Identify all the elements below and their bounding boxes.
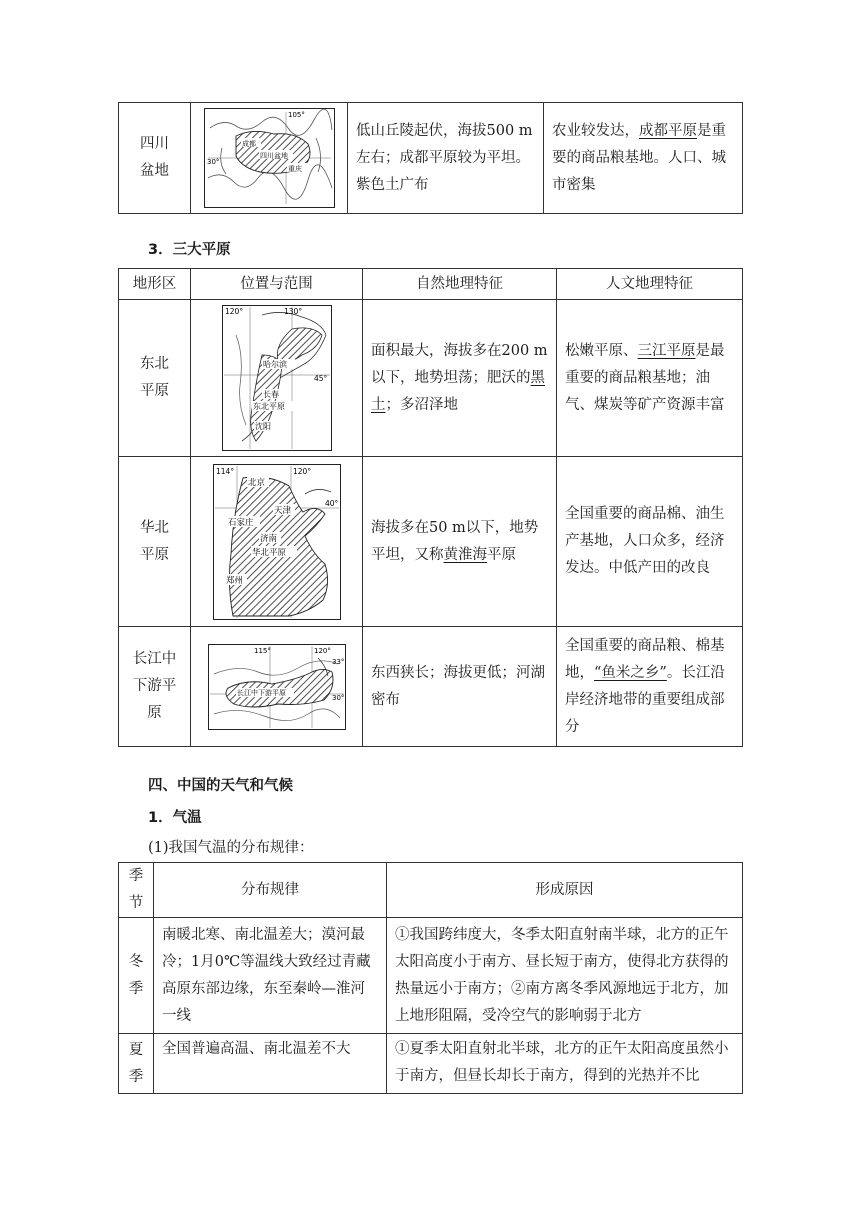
svg-text:30°: 30° — [331, 693, 344, 702]
northeast-human: 松嫩平原、三江平原是最重要的商品粮基地；油气、煤炭等矿产资源丰富 — [557, 300, 743, 457]
winter-law: 南暖北寒、南北温差大；漠河最冷；1月0℃等温线大致经过青藏高原东部边缘，东至秦岭—淮河一线 — [154, 918, 387, 1034]
svg-text:45°: 45° — [313, 374, 327, 383]
northeast-natural: 面积最大，海拔多在200 m以下，地势坦荡；肥沃的黑土；多沼泽地 — [363, 300, 557, 457]
svg-text:东北平原: 东北平原 — [252, 402, 285, 411]
north-china-plain-map — [191, 457, 363, 627]
svg-text:120°: 120° — [292, 466, 311, 476]
subsection-temperature: 1．气温 — [148, 810, 202, 826]
yangtze-human: 全国重要的商品粮、棉基地，“鱼米之乡”。长江沿岸经济地带的重要组成部分 — [557, 627, 743, 747]
header-location: 位置与范围 — [191, 269, 363, 300]
section-3-title: 3．三大平原 — [148, 242, 231, 258]
svg-text:120°: 120° — [313, 646, 331, 655]
region-name-yangtze: 长江中 下游平 原 — [119, 627, 191, 747]
svg-text:郑州: 郑州 — [225, 575, 243, 586]
region-name-north-china: 华北 平原 — [119, 457, 191, 627]
northeast-plain-map — [191, 300, 363, 457]
plains-table — [118, 268, 743, 747]
winter-reason: ①我国跨纬度大，冬季太阳直射南半球，北方的正午太阳高度小于南方、昼长短于南方，使得北方获得的热量远小于南方；②南方离冬季风源地远于北方，加上地形阻隔，受冷空气的影响弱于北方 — [387, 918, 743, 1034]
summer-law: 全国普遍高温、南北温差不大 — [154, 1034, 387, 1094]
north-china-natural: 海拔多在50 m以下，地势平坦，又称黄淮海平原 — [363, 457, 557, 627]
sichuan-natural: 低山丘陵起伏，海拔500 m左右；成都平原较为平坦。紫色土广布 — [348, 103, 544, 214]
summer-reason: ①夏季太阳直射北半球，北方的正午太阳高度虽然小于南方，但昼长却长于南方，得到的光热并不比 — [387, 1034, 743, 1094]
header-region: 地形区 — [119, 269, 191, 300]
header-reason: 形成原因 — [387, 863, 743, 918]
svg-text:114°: 114° — [215, 466, 234, 476]
svg-text:120°: 120° — [224, 307, 243, 316]
header-season: 季节 — [119, 863, 154, 918]
svg-text:40°: 40° — [324, 498, 338, 508]
svg-text:济南: 济南 — [259, 533, 277, 544]
svg-text:130°: 130° — [283, 307, 302, 316]
svg-text:33°: 33° — [331, 657, 344, 666]
svg-text:哈尔滨: 哈尔滨 — [262, 360, 287, 369]
north-china-human: 全国重要的商品棉、油生产基地，人口众多，经济发达。中低产田的改良 — [557, 457, 743, 627]
section-4-title: 四、中国的天气和气候 — [148, 778, 293, 794]
svg-text:华北平原: 华北平原 — [251, 547, 286, 558]
svg-text:115°: 115° — [253, 646, 271, 655]
header-human: 人文地理特征 — [557, 269, 743, 300]
header-natural: 自然地理特征 — [363, 269, 557, 300]
region-name-sichuan: 四川 盆地 — [119, 103, 191, 214]
basin-table — [118, 102, 743, 214]
subsection-distribution: (1)我国气温的分布规律： — [148, 840, 314, 856]
svg-text:长江中下游平原: 长江中下游平原 — [236, 688, 286, 697]
header-law: 分布规律 — [154, 863, 387, 918]
sichuan-basin-map — [191, 103, 348, 214]
yangtze-plain-map — [191, 627, 363, 747]
svg-text:30°: 30° — [206, 158, 219, 166]
svg-text:北京: 北京 — [247, 477, 265, 488]
temperature-table — [118, 862, 743, 1094]
svg-text:105°: 105° — [287, 111, 305, 119]
svg-text:天津: 天津 — [273, 505, 291, 516]
svg-text:四川盆地: 四川盆地 — [259, 152, 288, 160]
svg-text:长春: 长春 — [262, 390, 279, 399]
yangtze-natural: 东西狭长；海拔更低；河湖密布 — [363, 627, 557, 747]
svg-text:沈阳: 沈阳 — [254, 422, 271, 431]
season-summer: 夏季 — [119, 1034, 154, 1094]
sichuan-human: 农业较发达，成都平原是重要的商品粮基地。人口、城市密集 — [544, 103, 743, 214]
season-winter: 冬季 — [119, 918, 154, 1034]
svg-text:重庆: 重庆 — [287, 165, 302, 173]
region-name-northeast: 东北 平原 — [119, 300, 191, 457]
svg-text:成都: 成都 — [241, 140, 256, 148]
svg-text:石家庄: 石家庄 — [227, 517, 254, 528]
